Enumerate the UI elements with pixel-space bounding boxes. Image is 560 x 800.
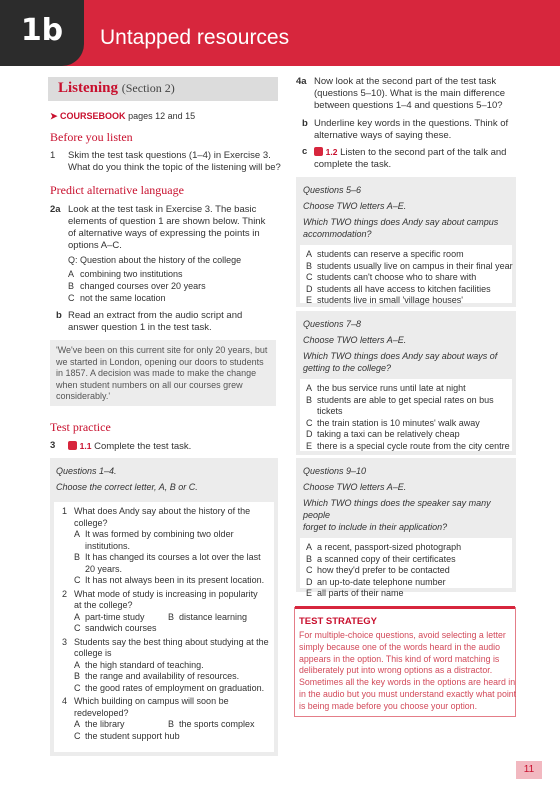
option-item: [306, 565, 508, 577]
option-item: [306, 577, 508, 589]
box-heading: Questions 7–8: [303, 319, 362, 329]
exercise-2b-letter: b: [56, 310, 62, 321]
box-instruction: Choose the correct letter, A, B or C.: [56, 482, 198, 492]
page-title: Untapped resources: [100, 26, 290, 49]
box-instruction: Choose TWO letters A–E.: [303, 335, 407, 345]
option-item: B changed courses over 20 years: [68, 281, 206, 291]
option-item: [306, 542, 508, 554]
option-letter: B: [168, 611, 175, 622]
option-letter: D: [306, 283, 313, 294]
question-line: [62, 648, 274, 660]
option-text: the high standard of teaching.: [85, 659, 204, 670]
text-line: (questions 5–10). What is the main difference: [314, 88, 505, 99]
option-letter: B: [306, 394, 313, 405]
option-letter: B: [306, 260, 313, 271]
question-text: What mode of study is increasing in popularity: [74, 588, 258, 599]
option-item: [62, 564, 274, 576]
option-item: [306, 284, 508, 296]
option-text: It has changed its courses a lot over the last: [85, 552, 261, 562]
page-number: 11: [516, 761, 542, 779]
question-line: [62, 518, 274, 530]
listening-title: Listening: [58, 80, 119, 96]
option-text: tickets: [317, 406, 343, 416]
question-number: 3: [62, 636, 68, 647]
option-text: an up-to-date telephone number: [317, 576, 446, 587]
box-instruction: Choose TWO letters A–E.: [303, 201, 407, 211]
option-item: [168, 719, 255, 729]
option-text: the good rates of employment on graduation.: [85, 682, 265, 693]
text-line: appears in the option. This kind of word matching is: [299, 653, 500, 664]
option-letter: B: [74, 671, 81, 681]
option-text: all parts of their name: [317, 588, 404, 598]
option-text: students can't choose who to share with: [317, 272, 477, 282]
option-item: [306, 588, 508, 600]
text-line: Read an extract from the audio script and: [68, 310, 243, 321]
questions-5-6-box: [296, 177, 516, 307]
text-line: Skim the test task questions (1–4) in Exercise 3.: [68, 150, 271, 161]
text-line: between questions 1–4 and questions 5–10?: [314, 100, 503, 111]
text-line: Which TWO things does Andy say about campus: [303, 217, 499, 227]
box-header: [300, 315, 512, 379]
option-row: [62, 612, 274, 624]
option-item: [306, 395, 508, 407]
exercise-2b-text: [68, 310, 283, 334]
option-text: the library: [85, 719, 125, 729]
text-line: Sometimes all the key words in the options are heard in: [299, 677, 516, 688]
text-line: Listen to the second part of the talk and: [340, 147, 507, 158]
text-line: complete the task.: [314, 159, 392, 170]
option-item: [306, 441, 508, 453]
text-line: answer question 1 in the test task.: [68, 322, 212, 333]
box-question: [303, 497, 509, 533]
heading-predict: Predict alternative language: [50, 183, 184, 197]
exercise-4a-number: 4a: [296, 76, 307, 87]
question-item: [62, 506, 274, 587]
text-line: getting to the college?: [303, 363, 392, 373]
option-letter: C: [74, 623, 81, 633]
option-text: students usually live on campus in their final year: [317, 260, 513, 271]
option-item: [62, 731, 274, 743]
option-list: [68, 268, 206, 304]
option-item: [168, 612, 247, 622]
option-item: [306, 249, 508, 261]
exercise-2a-text: [68, 204, 283, 252]
option-list: [300, 245, 512, 307]
option-text: the bus service runs until late at night: [317, 383, 466, 393]
option-text: sandwich courses: [85, 623, 157, 633]
exercise-4a-text: [314, 76, 526, 112]
option-letter: A: [74, 529, 81, 539]
question-text: Which building on campus will soon be: [74, 696, 229, 706]
text-line: Which TWO things does the speaker say many people: [303, 498, 491, 520]
text-line: Underline key words in the questions. Think of: [314, 118, 509, 129]
question-item: [62, 589, 274, 635]
box-instruction: Choose TWO letters A–E.: [303, 482, 407, 492]
option-text: students are able to get special rates on bus: [317, 394, 494, 405]
option-item: [62, 575, 274, 587]
option-letter: C: [74, 575, 81, 585]
heading-test-practice: Test practice: [50, 420, 111, 434]
audio-script-extract: [50, 340, 276, 406]
option-item: [306, 418, 508, 430]
option-item: [62, 671, 274, 683]
option-text: how they'd prefer to be contacted: [317, 565, 450, 575]
exercise-4b-text: [314, 118, 526, 142]
question-line: [62, 637, 274, 649]
option-item: [306, 429, 508, 441]
coursebook-pages: pages 12 and 15: [128, 111, 196, 121]
question-line: [62, 696, 274, 708]
questions-9-10-box: [296, 458, 516, 598]
question-text: college?: [74, 517, 108, 528]
text-line: 'We've been on this current site for only 20 years, but: [56, 345, 268, 355]
option-letter: B: [306, 553, 313, 564]
box-heading: Questions 9–10: [303, 466, 367, 476]
question-number: 1: [62, 506, 68, 516]
option-text: the student support hub: [85, 730, 180, 741]
option-letter: E: [306, 440, 313, 451]
option-letter: B: [168, 719, 175, 729]
option-letter: D: [306, 429, 313, 439]
option-letter: A: [74, 611, 81, 622]
text-line: considerably.': [56, 391, 111, 401]
text-line: elements of question 1 are shown below. Think: [68, 216, 266, 227]
option-text: institutions.: [85, 540, 131, 551]
option-letter: E: [306, 588, 313, 598]
box-header: [300, 181, 512, 245]
option-list: [300, 538, 512, 600]
option-letter: C: [306, 272, 313, 282]
track-number: 1.2: [325, 147, 338, 157]
text-line: accommodation?: [303, 229, 372, 239]
option-text: a scanned copy of their certificates: [317, 553, 456, 564]
option-letter: C: [306, 417, 313, 428]
option-letter: B: [74, 552, 81, 562]
option-letter: D: [306, 576, 313, 587]
box-question: [303, 216, 509, 240]
exercise-3-line: [68, 440, 191, 453]
track-number: 1.1: [79, 441, 92, 451]
text-line: What do you think the topic of the listening will be?: [68, 162, 281, 173]
exercise-1-text: [68, 150, 283, 174]
option-text: It was formed by combining two older: [85, 529, 234, 539]
text-line: in 1857. A decision was made to make the change: [56, 368, 257, 378]
audio-icon[interactable]: [314, 147, 323, 156]
option-item: [306, 383, 508, 395]
option-list: [300, 379, 512, 452]
question-item: [62, 637, 274, 695]
text-line: deliberately put into wrong options as a distractor.: [299, 665, 493, 676]
option-letter: C: [74, 730, 81, 741]
option-item: [62, 529, 274, 541]
audio-icon[interactable]: [68, 441, 77, 450]
questions-1-4-box: [50, 458, 278, 756]
exercise-3-number: 3: [50, 440, 56, 451]
box-question: [303, 350, 509, 374]
text-line: Which TWO things does Andy say about ways of: [303, 351, 498, 361]
question-line: [62, 600, 274, 612]
question-line: [62, 506, 274, 518]
option-item: [306, 295, 508, 307]
strategy-title: TEST STRATEGY: [299, 616, 377, 627]
option-text: It has not always been in its present location.: [85, 575, 265, 585]
option-text: the sports complex: [179, 719, 255, 729]
strategy-text: [299, 630, 516, 713]
text-line: is being made before you choose your option.: [299, 700, 478, 711]
questions-7-8-box: [296, 311, 516, 455]
box-heading: Questions 5–6: [303, 185, 362, 195]
option-text: taking a taxi can be relatively cheap: [317, 429, 460, 439]
section-label: (Section 2): [121, 81, 175, 95]
box-header: [300, 462, 512, 538]
option-letter: A: [74, 719, 81, 729]
text-line: when student numbers on all our courses grew: [56, 379, 243, 390]
exercise-4c-text: [314, 146, 526, 171]
heading-before-you-listen: Before you listen: [50, 130, 133, 144]
question-line: [62, 708, 274, 720]
option-item: C not the same location: [68, 293, 166, 303]
exercise-1-number: 1: [50, 150, 56, 161]
option-row: [62, 719, 274, 731]
option-text: students live in small 'village houses': [317, 295, 464, 305]
coursebook-reference: ➤ COURSEBOOK pages 12 and 15: [50, 111, 196, 121]
option-item: A combining two institutions: [68, 269, 183, 279]
strategy-top-bar: [295, 606, 515, 609]
unit-number: 1b: [0, 0, 84, 66]
option-letter: A: [306, 542, 313, 552]
option-item: [306, 406, 508, 418]
option-item: [306, 554, 508, 566]
option-item: [74, 612, 168, 624]
question-text: at the college?: [74, 600, 133, 610]
question-number: 4: [62, 696, 68, 706]
exercise-4b-letter: b: [302, 118, 308, 129]
coursebook-label: COURSEBOOK: [60, 111, 126, 121]
exercise-4c-letter: c: [302, 146, 308, 157]
question-line: [62, 589, 274, 601]
option-letter: C: [74, 682, 81, 693]
text-line: simply because one of the words heard in the audio: [299, 641, 500, 652]
question-summary: Q: Question about the history of the college: [68, 255, 242, 265]
option-text: a recent, passport-sized photograph: [317, 542, 462, 552]
option-item: [306, 260, 513, 273]
option-text: students all have access to kitchen facilities: [317, 283, 491, 294]
text-line: in the audio but you must understand exactly what point: [299, 688, 517, 699]
question-text: What does Andy say about the history of the: [74, 506, 251, 516]
text-line: of alternative ways of expressing the points in: [68, 228, 260, 239]
option-text: students can reserve a specific room: [317, 249, 464, 259]
text-line: alternative ways of saying these.: [314, 130, 452, 141]
option-letter: E: [306, 295, 313, 305]
option-text: the range and availability of resources.: [85, 671, 240, 681]
option-text: there is a special cycle route from the city centre: [317, 440, 510, 451]
box-heading: Questions 1–4.: [56, 466, 117, 476]
text-line: Now look at the second part of the test task: [314, 76, 497, 87]
option-letter: A: [306, 249, 313, 259]
exercise-2a-number: 2a: [50, 204, 61, 215]
option-text: 20 years.: [85, 563, 123, 574]
option-text: distance learning: [179, 611, 248, 622]
question-number: 2: [62, 588, 68, 599]
page-header: [0, 0, 560, 66]
text-line: options A–C.: [68, 240, 122, 251]
option-text: part-time study: [85, 611, 145, 622]
question-list: [62, 506, 274, 744]
option-text: the train station is 10 minutes' walk away: [317, 417, 480, 428]
text-line: Look at the test task in Exercise 3. The basic: [68, 204, 257, 215]
section-title: [58, 80, 175, 97]
option-item: [62, 623, 274, 635]
option-item: [62, 552, 274, 564]
instruction: Complete the test task.: [94, 441, 192, 452]
option-item: [62, 683, 274, 695]
option-letter: A: [74, 659, 81, 670]
question-item: [62, 696, 274, 742]
text-line: we started in London, opening our doors to students: [56, 356, 264, 367]
option-letter: A: [306, 383, 313, 393]
option-item: [62, 660, 274, 672]
question-text: college is: [74, 648, 112, 658]
option-item: [62, 541, 274, 553]
option-letter: C: [306, 565, 313, 575]
text-line: For multiple-choice questions, avoid selecting a letter: [299, 630, 506, 640]
option-item: [306, 272, 508, 284]
text-line: forget to include in their application?: [303, 522, 448, 532]
question-text: redeveloped?: [74, 707, 129, 718]
question-text: Students say the best thing about studying at the: [74, 636, 269, 647]
option-item: [74, 719, 168, 731]
test-strategy-box: [294, 607, 516, 717]
